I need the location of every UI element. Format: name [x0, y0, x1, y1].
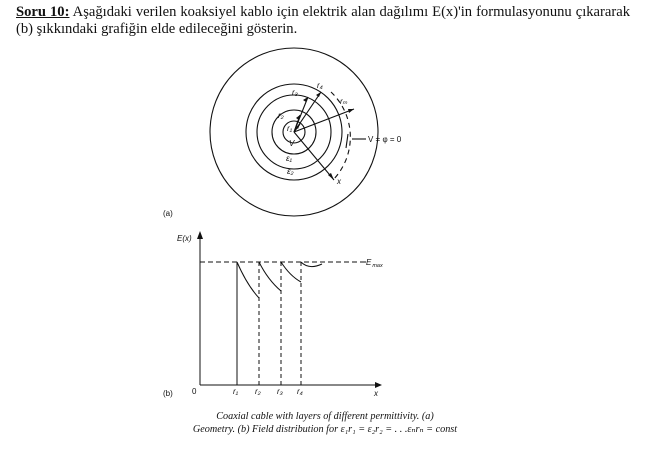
field-segment-3	[281, 262, 301, 282]
figure-a-geometry	[210, 48, 378, 216]
label-r1: r₁	[287, 124, 293, 133]
origin-label: 0	[192, 387, 197, 396]
field-segment-2	[259, 262, 281, 291]
boundary-condition-label: V = φ = 0	[368, 135, 402, 144]
label-r3: r₃	[292, 88, 298, 97]
figure-b-plot	[200, 235, 378, 385]
arrowhead-r4	[316, 92, 321, 97]
label-r2: r₂	[278, 111, 284, 120]
figure-caption	[150, 410, 500, 436]
panel-label-b: (b)	[163, 389, 173, 398]
xlabel-x: x	[374, 389, 378, 398]
emax-subscript: max	[372, 263, 383, 269]
field-segment-1	[237, 262, 259, 298]
caption-line-1: Coaxial cable with layers of different permittivity. (a)	[216, 411, 434, 422]
tick-r4: r₄	[297, 387, 303, 396]
tick-r3: r₃	[277, 387, 283, 396]
label-x-a: x	[337, 177, 341, 186]
caption-line-2: Geometry. (b) Field distribution for ε₁r₁ = ε₂r₂ = . . .εₙrₙ = const	[192, 424, 458, 435]
tick-r1: r₁	[233, 387, 239, 396]
x-axis-ray	[294, 132, 334, 180]
label-eps2: ε₂	[287, 167, 294, 176]
ylabel-E: E(x)	[177, 234, 192, 243]
label-rm: rₘ	[340, 97, 348, 106]
field-segment-4	[301, 262, 322, 267]
tick-r2: r₂	[255, 387, 261, 396]
emax-label: $E_{max}$	[366, 258, 383, 269]
panel-label-a: (a)	[163, 209, 173, 218]
label-eps1: ε₁	[286, 154, 293, 163]
arrowhead-rm	[348, 109, 354, 113]
y-axis-arrowhead	[197, 231, 203, 239]
figure-b-arrowheads	[197, 231, 382, 388]
question-label: Soru 10:	[16, 4, 70, 20]
label-r4: r₄	[317, 81, 323, 90]
question-body: Aşağıdaki verilen koaksiyel kablo için elektrik alan dağılımı E(x)'in formulasyonunu çıkararak (b) şıkkındaki grafiğin elde edileceğini gösterin.	[16, 4, 631, 37]
label-V: V	[289, 139, 295, 148]
sheath-tick	[346, 134, 348, 148]
x-axis-arrowhead	[375, 382, 382, 388]
